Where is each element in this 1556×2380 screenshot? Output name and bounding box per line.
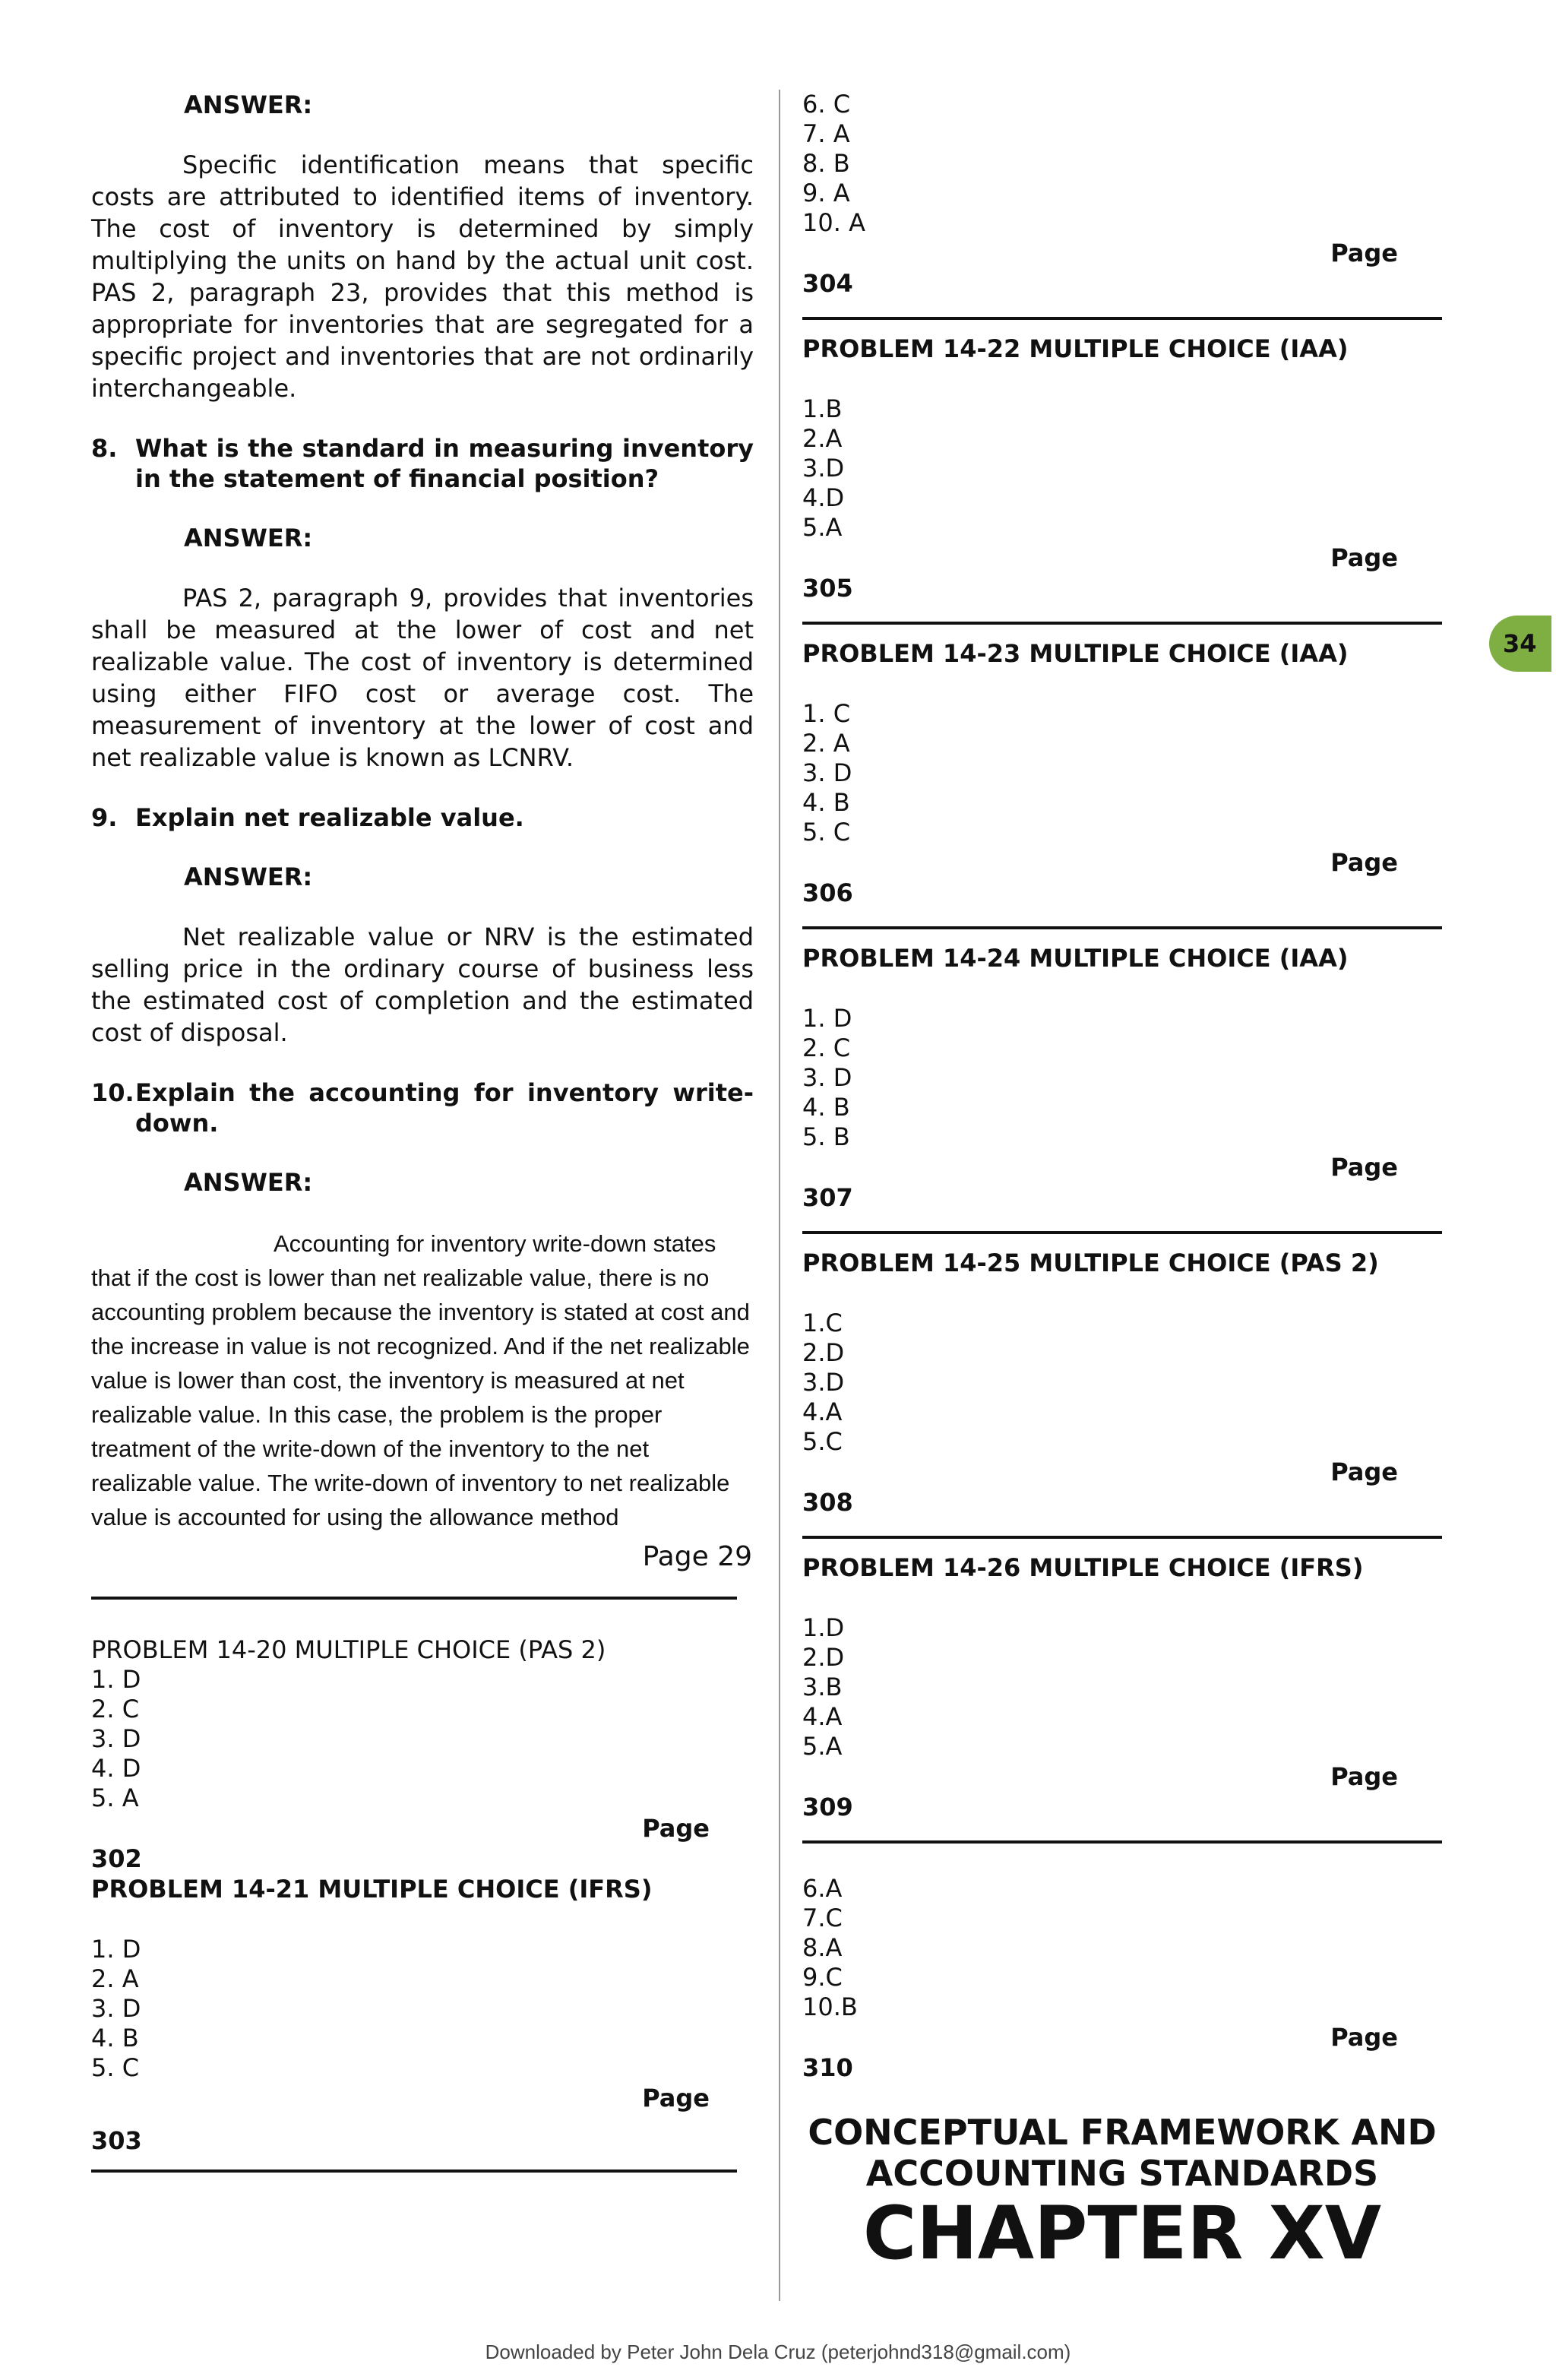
problem-heading: PROBLEM 14-23 MULTIPLE CHOICE (IAA) (802, 639, 1349, 668)
page-number-badge (1489, 616, 1551, 672)
answer-label: ANSWER: (184, 524, 313, 552)
list-item: 5. A (91, 1783, 139, 1812)
section-rule (802, 317, 1442, 320)
list-item: 4. B (802, 788, 850, 817)
list-item: 1.D (802, 1613, 845, 1642)
list-item: 1.B (802, 394, 843, 423)
answer-list (802, 1004, 1442, 1152)
list-item: 2.D (802, 1643, 845, 1672)
answer-list (91, 1665, 754, 1813)
list-item: 2. A (91, 1964, 139, 1993)
problem-heading: PROBLEM 14-20 MULTIPLE CHOICE (PAS 2) (91, 1635, 606, 1664)
page-label: Page (1330, 848, 1398, 877)
left-column (91, 90, 754, 2173)
page-reference: Page 29 (642, 1541, 752, 1572)
list-item: 5.A (802, 513, 843, 542)
question-text: Explain net realizable value. (135, 803, 524, 832)
answer-paragraph: Specific identification means that specific costs are attributed to identified items of inventory. The cost of inventory is determined by simply multiplying the units on hand by the actual unit cost. PAS 2, paragraph 23, provides that this method is appropriate for inventories that are segregated for a specific project and inventories that are not ordinarily interchangeable. (91, 150, 754, 403)
page-number: 307 (802, 1183, 853, 1212)
list-item: 4.D (802, 483, 845, 512)
list-item: 6. C (802, 90, 851, 119)
question-10 (91, 1078, 754, 1138)
list-item: 2.A (802, 424, 843, 453)
answer-list (802, 1613, 1442, 1761)
list-item: 3. D (91, 1724, 141, 1753)
page-label: Page (642, 1814, 710, 1843)
list-item: 3.D (802, 454, 845, 483)
question-number: 8. (91, 434, 118, 463)
page-number: 303 (91, 2126, 142, 2155)
page-label: Page (642, 2084, 710, 2113)
answer-paragraph: Net realizable value or NRV is the estimated selling price in the ordinary course of business less the estimated cost of completion and the estimated cost of disposal. (91, 923, 754, 1047)
section-rule (91, 1597, 737, 1600)
section-rule (802, 1536, 1442, 1539)
page-label: Page (1330, 1457, 1398, 1486)
list-item: 5. C (802, 818, 851, 847)
list-item: 1. D (802, 1004, 852, 1033)
answer-list (91, 1935, 754, 2083)
chapter-subtitle-line: ACCOUNTING STANDARDS (865, 2153, 1379, 2194)
list-item: 3.B (802, 1673, 843, 1701)
answer-list (802, 699, 1442, 847)
question-9 (91, 802, 754, 833)
problem-heading: PROBLEM 14-22 MULTIPLE CHOICE (IAA) (802, 334, 1349, 363)
problem-heading: PROBLEM 14-25 MULTIPLE CHOICE (PAS 2) (802, 1249, 1379, 1277)
section-rule (802, 1840, 1442, 1844)
section-rule (91, 2170, 737, 2173)
problem-heading: PROBLEM 14-21 MULTIPLE CHOICE (IFRS) (91, 1875, 653, 1904)
list-item: 5.C (802, 1427, 843, 1456)
answer-label: ANSWER: (184, 862, 313, 891)
list-item: 7.C (802, 1904, 843, 1932)
column-divider (779, 90, 780, 2301)
list-item: 4. D (91, 1754, 141, 1783)
download-footer: Downloaded by Peter John Dela Cruz (peterjohnd318@gmail.com) (485, 2340, 1071, 2363)
problem-heading: PROBLEM 14-24 MULTIPLE CHOICE (IAA) (802, 944, 1349, 973)
list-item: 6.A (802, 1874, 843, 1903)
section-rule (802, 622, 1442, 625)
list-item: 1. C (802, 699, 851, 728)
list-item: 4.A (802, 1702, 843, 1731)
page-label: Page (1330, 1153, 1398, 1182)
page-number: 302 (91, 1844, 142, 1873)
page-number: 304 (802, 269, 853, 298)
page-number: 305 (802, 574, 853, 603)
list-item: 2.D (802, 1338, 845, 1367)
list-item: 5. B (802, 1122, 850, 1151)
answer-label: ANSWER: (184, 1168, 313, 1197)
badge-text: 34 (1503, 629, 1537, 658)
list-item: 10. A (802, 208, 865, 237)
list-item: 3. D (802, 1063, 852, 1092)
chapter-subtitle-line: CONCEPTUAL FRAMEWORK AND (808, 2112, 1437, 2153)
list-item: 3. D (802, 758, 852, 787)
question-number: 9. (91, 803, 118, 832)
list-item: 1.C (802, 1309, 843, 1337)
list-item: 1. D (91, 1665, 141, 1694)
chapter-subtitle (802, 2112, 1442, 2194)
answer-label: ANSWER: (184, 90, 313, 119)
list-item: 5. C (91, 2053, 140, 2082)
list-item: 10.B (802, 1992, 858, 2021)
answer-list (802, 90, 1442, 238)
list-item: 4.A (802, 1397, 843, 1426)
answer-list (802, 1874, 1442, 2022)
list-item: 2. C (802, 1033, 851, 1062)
page-number: 308 (802, 1488, 853, 1517)
list-item: 4. B (91, 2024, 139, 2052)
page-label: Page (1330, 1762, 1398, 1791)
page-number: 310 (802, 2053, 853, 2082)
answer-list (802, 1309, 1442, 1457)
list-item: 5.A (802, 1732, 843, 1761)
list-item: 4. B (802, 1093, 850, 1122)
right-column (802, 90, 1442, 2276)
list-item: 1. D (91, 1935, 141, 1964)
list-item: 7. A (802, 119, 850, 148)
section-rule (802, 926, 1442, 929)
page-number: 306 (802, 878, 853, 907)
answer-paragraph: PAS 2, paragraph 9, provides that inventories shall be measured at the lower of cost and net realizable value. The cost of inventory is determined using either FIFO cost or average cost. The measurement of inventory at the lower of cost and net realizable value is known as LCNRV. (91, 584, 754, 772)
page-label: Page (1330, 2023, 1398, 2052)
list-item: 3. D (91, 1994, 141, 2023)
list-item: 8.A (802, 1933, 843, 1962)
problem-heading: PROBLEM 14-26 MULTIPLE CHOICE (IFRS) (802, 1553, 1364, 1582)
answer-paragraph: Accounting for inventory write-down states that if the cost is lower than net realizable value, there is no accounting problem because the inventory is stated at cost and the increase in value is not recognized. And if the net realizable value is lower than cost, the inventory is measured at net realizable value. In this case, the problem is the proper treatment of the write-down of the inventory to the net realizable value. The write-down of inventory to net realizable value is accounted for using the allowance method (91, 1230, 750, 1530)
page-label: Page (1330, 543, 1398, 572)
list-item: 9. A (802, 179, 850, 207)
question-text: What is the standard in measuring inventory in the statement of financial position? (135, 434, 754, 493)
question-text: Explain the accounting for inventory write-down. (135, 1078, 754, 1138)
page-label: Page (1330, 239, 1398, 267)
section-rule (802, 1231, 1442, 1234)
list-item: 2. A (802, 729, 850, 758)
list-item: 3.D (802, 1368, 845, 1397)
page-number: 309 (802, 1793, 853, 1821)
question-number: 10. (91, 1078, 134, 1107)
question-8 (91, 433, 754, 494)
list-item: 8. B (802, 149, 850, 178)
list-item: 9.C (802, 1963, 843, 1992)
list-item: 2. C (91, 1695, 140, 1723)
chapter-title: CHAPTER XV (862, 2191, 1382, 2276)
answer-list (802, 394, 1442, 543)
